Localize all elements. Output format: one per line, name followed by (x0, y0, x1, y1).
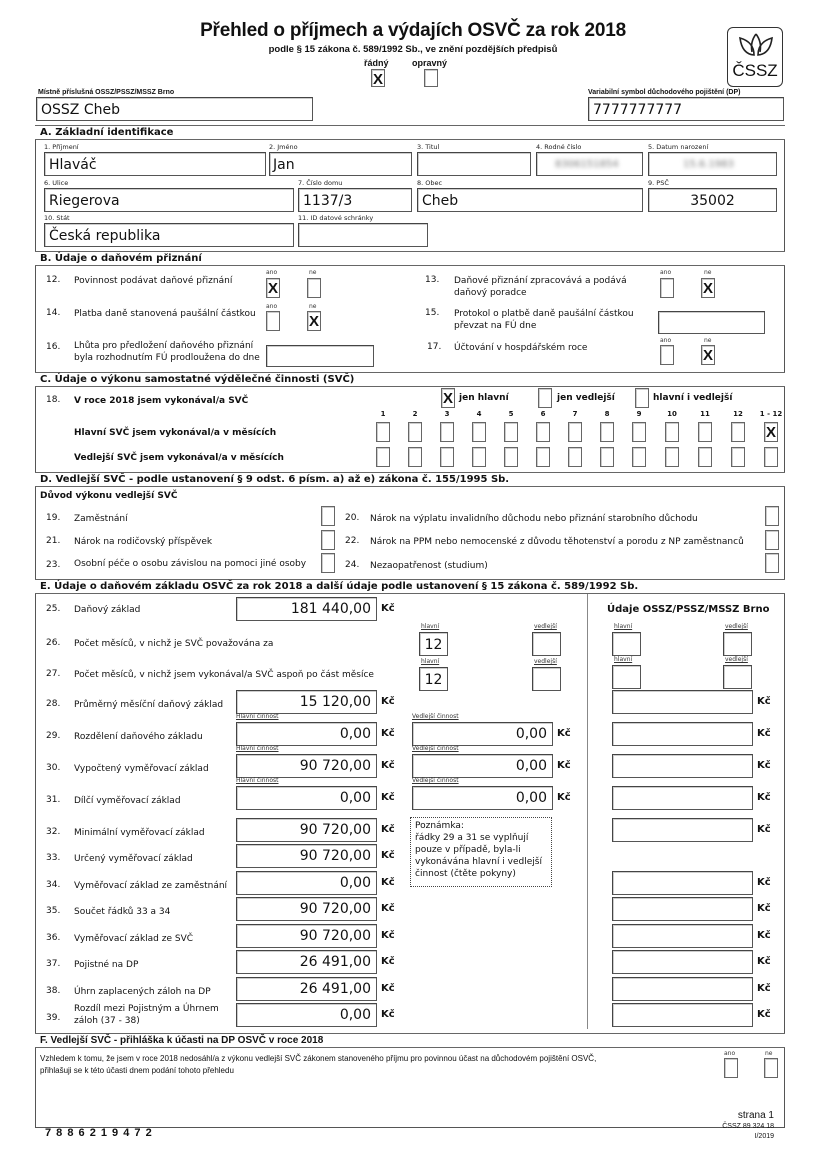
row-26-text: Počet měsíců, v nichž je SVČ považována za (74, 639, 274, 649)
column-label: vedlejší (534, 623, 557, 630)
row-13-num: 13. (425, 275, 440, 285)
row-27-main-field[interactable]: 12 (419, 667, 448, 691)
month-header: 6 (540, 410, 546, 418)
note-box: Poznámka: řádky 29 a 31 se vyplňují pouze v případě, byla-li vykonávána hlavní i vedlejší činnost (čtěte pokyny) (410, 817, 552, 887)
side-months-label: Vedlejší SVČ jsem vykonával/a v měsících (74, 453, 284, 463)
side-month-checkbox[interactable] (472, 447, 486, 467)
row-32-amount[interactable]: 90 720,00 (236, 818, 377, 842)
section-c-title: C. Údaje o výkonu samostatné výdělečné činnosti (SVČ) (35, 372, 785, 387)
currency-label: Kč (757, 696, 771, 707)
side-month-checkbox[interactable] (632, 447, 646, 467)
main-month-checkbox[interactable] (408, 422, 422, 442)
office-amount-field[interactable] (612, 818, 753, 842)
side-only-checkbox[interactable] (538, 388, 552, 408)
row-27-side-field[interactable] (532, 667, 561, 691)
currency-label: Kč (381, 903, 395, 914)
street-field[interactable]: Riegerova (44, 188, 294, 212)
corrective-checkbox[interactable] (424, 69, 438, 87)
currency-label: Kč (381, 877, 395, 888)
column-label: hlavní (614, 623, 633, 630)
corrective-label: opravný (412, 58, 448, 68)
row-12-no-checkbox[interactable] (307, 278, 321, 298)
office-27-side-field[interactable] (723, 665, 752, 689)
row-16-text: Lhůta pro předložení daňového přiznání byla rozhodnutím FÚ prodloužena do dne (74, 341, 260, 363)
row-33-text: Určený vyměřovací základ (74, 854, 193, 864)
row-29-side-amount[interactable]: 0,00 (412, 722, 553, 746)
main-month-checkbox[interactable] (665, 422, 679, 442)
form-title: Přehled o příjmech a výdajích OSVČ za rok 2018 (200, 20, 626, 41)
office-26-side-field[interactable] (723, 632, 752, 656)
side-month-checkbox[interactable] (376, 447, 390, 467)
row-20-checkbox[interactable] (765, 506, 779, 526)
office-column-divider (587, 594, 588, 1029)
row-30-main-amount[interactable]: 90 720,00 (236, 754, 377, 778)
row-32-text: Minimální vyměřovací základ (74, 828, 205, 838)
activity-label: Hlavní činnost (236, 777, 279, 784)
column-label: vedlejší (534, 658, 557, 665)
row-21-num: 21. (46, 536, 61, 546)
row-26-main-field[interactable]: 12 (419, 632, 448, 656)
row-22-checkbox[interactable] (765, 530, 779, 550)
row-37-amount[interactable]: 26 491,00 (236, 950, 377, 974)
row-30-side-amount[interactable]: 0,00 (412, 754, 553, 778)
office-amount-field[interactable] (612, 871, 753, 895)
row-29-num: 29. (46, 731, 61, 741)
section-e-title: E. Údaje o daňovém základu OSVČ za rok 2018 a další údaje podle ustanovení § 15 zákona č. 589/1992 Sb. (35, 579, 785, 594)
section-f-no-checkbox[interactable] (764, 1058, 778, 1078)
row-27-text: Počet měsíců, v nichž jsem vykonával/a SVČ aspoň po část měsíce (74, 670, 374, 680)
row-33-amount[interactable]: 90 720,00 (236, 844, 377, 868)
column-label: hlavní (614, 656, 633, 663)
row-26-num: 26. (46, 638, 61, 648)
row-24-checkbox[interactable] (765, 553, 779, 573)
row-30-num: 30. (46, 763, 61, 773)
birthno-label: 4. Rodné číslo (536, 143, 582, 151)
currency-label: Kč (557, 728, 571, 739)
main-month-checkbox[interactable] (440, 422, 454, 442)
row-34-text: Vyměřovací základ ze zaměstnání (74, 881, 228, 891)
side-month-checkbox[interactable] (698, 447, 712, 467)
row-39-num: 39. (46, 1013, 61, 1023)
currency-label: Kč (381, 983, 395, 994)
currency-label: Kč (381, 728, 395, 739)
row-25-amount[interactable]: 181 440,00 (236, 597, 377, 621)
yes-label: ano (724, 1050, 736, 1057)
activity-label: Hlavní činnost (236, 745, 279, 752)
title-field[interactable] (417, 152, 531, 176)
activity-label: Vedlejší činnost (412, 713, 459, 720)
row-28-num: 28. (46, 699, 61, 709)
row-33-num: 33. (46, 853, 61, 863)
currency-label: Kč (757, 956, 771, 967)
row-35-amount[interactable]: 90 720,00 (236, 897, 377, 921)
section-b-title: B. Údaje o daňovém přiznání (35, 251, 785, 266)
row-25-num: 25. (46, 604, 61, 614)
side-month-checkbox[interactable] (536, 447, 550, 467)
row-37-num: 37. (46, 959, 61, 969)
zip-field[interactable]: 35002 (648, 188, 777, 212)
side-month-checkbox[interactable] (568, 447, 582, 467)
month-header: 12 (733, 410, 743, 418)
row-34-amount[interactable]: 0,00 (236, 871, 377, 895)
row-18-num: 18. (46, 395, 61, 405)
main-month-checkbox[interactable] (632, 422, 646, 442)
currency-label: Kč (757, 983, 771, 994)
office-amount-field[interactable] (612, 722, 753, 746)
month-header: 8 (604, 410, 610, 418)
houseno-field[interactable]: 1137/3 (298, 188, 412, 212)
page-number: strana 1 (737, 1110, 774, 1121)
logo-text: ČSSZ (732, 61, 778, 80)
side-month-checkbox[interactable] (764, 447, 778, 467)
office-27-main-field[interactable] (612, 665, 641, 689)
side-month-checkbox[interactable] (600, 447, 614, 467)
birthdate-label: 5. Datum narození (648, 143, 709, 151)
row-27-num: 27. (46, 669, 61, 679)
row-14-num: 14. (46, 308, 61, 318)
yes-label: ano (266, 303, 278, 310)
yes-label: ano (660, 269, 672, 276)
main-month-checkbox[interactable] (600, 422, 614, 442)
title-label: 3. Titul (417, 143, 440, 151)
row-35-text: Součet řádků 33 a 34 (74, 907, 171, 917)
row-29-main-amount[interactable]: 0,00 (236, 722, 377, 746)
office-amount-field[interactable] (612, 754, 753, 778)
row-36-amount[interactable]: 90 720,00 (236, 924, 377, 948)
row-37-text: Pojistné na DP (74, 960, 139, 970)
row-19-checkbox[interactable] (321, 506, 335, 526)
row-28-amount[interactable]: 15 120,00 (236, 690, 377, 714)
varsym-field[interactable]: 7777777777 (588, 97, 784, 121)
row-39-amount[interactable]: 0,00 (236, 1003, 377, 1027)
section-f-text: Vzhledem k tomu, že jsem v roce 2018 nedosáhl/a z výkonu vedlejší SVČ zákonem stanoveného příjmu pro povinnou účast na důchodovém pojištění OSVČ, přihlašuji se k této účasti dnem podání tohoto přehledu (40, 1054, 597, 1075)
birthno-field[interactable]: 8306151854 (536, 152, 643, 176)
row-17-yes-checkbox[interactable] (660, 345, 674, 365)
currency-label: Kč (381, 792, 395, 803)
row-29-text: Rozdělení daňového základu (74, 732, 203, 742)
row-31-num: 31. (46, 795, 61, 805)
form-version: I/2019 (754, 1133, 774, 1140)
row-35-num: 35. (46, 906, 61, 916)
regular-label: řádný (364, 58, 389, 68)
currency-label: Kč (757, 1009, 771, 1020)
row-31-main-amount[interactable]: 0,00 (236, 786, 377, 810)
main-only-checkbox[interactable]: X (442, 390, 453, 407)
barcode-number: 7 8 8 6 2 1 9 4 7 2 (45, 1127, 153, 1139)
no-label: ne (309, 269, 317, 276)
office-column-title: Údaje OSSZ/PSSZ/MSSZ Brno (607, 604, 770, 615)
activity-label: Vedlejší činnost (412, 745, 459, 752)
currency-label: Kč (381, 850, 395, 861)
currency-label: Kč (757, 728, 771, 739)
both-checkbox[interactable] (635, 388, 649, 408)
row-19-num: 19. (46, 513, 61, 523)
main-month-checkbox[interactable] (376, 422, 390, 442)
form-code: ČSSZ 89 324 18 (722, 1123, 774, 1130)
currency-label: Kč (381, 824, 395, 835)
currency-label: Kč (381, 696, 395, 707)
currency-label: Kč (381, 956, 395, 967)
row-24-text: Nezaopatřenost (studium) (370, 561, 488, 571)
currency-label: Kč (381, 603, 395, 614)
name-field[interactable]: Jan (269, 152, 412, 176)
no-label: ne (704, 269, 712, 276)
street-label: 6. Ulice (44, 179, 69, 187)
row-39-text: Rozdíl mezi Pojistným a Úhrnem záloh (37 - 38) (74, 1004, 219, 1026)
main-month-checkbox[interactable] (536, 422, 550, 442)
yes-label: ano (266, 269, 278, 276)
row-13-text: Daňové přiznání zpracovává a podává daňový poradce (454, 276, 627, 298)
no-label: ne (704, 337, 712, 344)
office-field[interactable]: OSSZ Cheb (36, 97, 313, 121)
section-a-title: A. Základní identifikace (35, 125, 785, 140)
section-d-subtitle: Důvod výkonu vedlejší SVČ (40, 491, 178, 501)
currency-label: Kč (757, 930, 771, 941)
row-25-text: Daňový základ (74, 605, 141, 615)
row-23-num: 23. (46, 560, 61, 570)
main-only-label: jen hlavní (459, 393, 509, 403)
cssz-logo (727, 27, 783, 87)
month-header: 9 (636, 410, 642, 418)
surname-label: 1. Příjmení (44, 143, 79, 151)
no-label: ne (765, 1050, 773, 1057)
row-38-num: 38. (46, 986, 61, 996)
row-36-text: Vyměřovací základ ze SVČ (74, 934, 194, 944)
form-subtitle: podle § 15 zákona č. 589/1992 Sb., ve znění pozdějších předpisů (268, 44, 558, 55)
city-label: 8. Obec (417, 179, 443, 187)
houseno-label: 7. Číslo domu (298, 179, 343, 187)
city-field[interactable]: Cheb (417, 188, 643, 212)
row-21-text: Nárok na rodičovský příspěvek (74, 537, 213, 547)
month-header: 10 (667, 410, 677, 418)
databox-field[interactable] (298, 223, 428, 247)
currency-label: Kč (757, 760, 771, 771)
no-label: ne (309, 303, 317, 310)
row-16-num: 16. (46, 342, 61, 352)
main-month-checkbox[interactable] (504, 422, 518, 442)
month-header: 1 (380, 410, 386, 418)
row-14-text: Platba daně stanovená paušální částkou (74, 309, 256, 319)
birthdate-field[interactable]: 15.6.1983 (648, 152, 777, 176)
currency-label: Kč (757, 792, 771, 803)
tulip-icon (728, 28, 784, 62)
office-26-main-field[interactable] (612, 632, 641, 656)
office-amount-field[interactable] (612, 977, 753, 1001)
month-header: 7 (572, 410, 578, 418)
month-header: 5 (508, 410, 514, 418)
activity-label: Hlavní činnost (236, 713, 279, 720)
office-amount-field[interactable] (612, 924, 753, 948)
section-f-title: F. Vedlejší SVČ - přihláška k účasti na DP OSVČ v roce 2018 (35, 1033, 785, 1048)
name-label: 2. Jméno (269, 143, 298, 151)
currency-label: Kč (381, 760, 395, 771)
office-amount-field[interactable] (612, 897, 753, 921)
column-label: vedlejší (725, 623, 748, 630)
country-label: 10. Stát (44, 214, 70, 222)
month-header: 3 (444, 410, 450, 418)
side-month-checkbox[interactable] (408, 447, 422, 467)
varsym-label: Variabilní symbol důchodového pojištění (DP) (588, 89, 741, 96)
office-amount-field[interactable] (612, 1003, 753, 1027)
row-17-num: 17. (427, 342, 442, 352)
side-month-checkbox[interactable] (731, 447, 745, 467)
main-month-checkbox[interactable] (472, 422, 486, 442)
row-18-text: V roce 2018 jsem vykonával/a SVČ (74, 396, 249, 406)
main-months-label: Hlavní SVČ jsem vykonával/a v měsících (74, 428, 277, 438)
row-13-yes-checkbox[interactable] (660, 278, 674, 298)
office-label: Místně příslušná OSSZ/PSSZ/MSSZ Brno (38, 89, 175, 96)
main-month-checkbox[interactable] (698, 422, 712, 442)
side-month-checkbox[interactable] (504, 447, 518, 467)
surname-field[interactable]: Hlaváč (44, 152, 266, 176)
currency-label: Kč (381, 1009, 395, 1020)
side-month-checkbox[interactable] (440, 447, 454, 467)
row-12-yes-checkbox[interactable]: X (267, 280, 278, 297)
row-22-num: 22. (345, 536, 360, 546)
main-month-checkbox[interactable] (731, 422, 745, 442)
month-header: 2 (412, 410, 418, 418)
currency-label: Kč (381, 930, 395, 941)
row-31-side-amount[interactable]: 0,00 (412, 786, 553, 810)
row-14-no-checkbox[interactable]: X (308, 313, 319, 330)
row-31-text: Dílčí vyměřovací základ (74, 796, 181, 806)
row-15-num: 15. (425, 308, 440, 318)
currency-label: Kč (757, 903, 771, 914)
row-16-date-field[interactable] (266, 345, 374, 367)
main-month-checkbox[interactable]: X (765, 424, 776, 441)
row-28-text: Průměrný měsíční daňový základ (74, 700, 224, 710)
activity-label: Vedlejší činnost (412, 777, 459, 784)
country-field[interactable]: Česká republika (44, 223, 294, 247)
section-f-yes-checkbox[interactable] (724, 1058, 738, 1078)
row-36-num: 36. (46, 933, 61, 943)
currency-label: Kč (557, 792, 571, 803)
section-d-title: D. Vedlejší SVČ - podle ustanovení § 9 odst. 6 písm. a) až e) zákona č. 155/1995 Sb. (35, 472, 785, 487)
row-20-text: Nárok na výplatu invalidního důchodu nebo přiznání starobního důchodu (370, 514, 698, 524)
row-38-text: Úhrn zaplacených záloh na DP (74, 987, 211, 997)
month-header: 1 - 12 (759, 410, 783, 418)
row-20-num: 20. (345, 513, 360, 523)
zip-label: 9. PSČ (648, 179, 669, 187)
column-label: vedlejší (725, 656, 748, 663)
currency-label: Kč (757, 877, 771, 888)
row-24-num: 24. (345, 560, 360, 570)
yes-label: ano (660, 337, 672, 344)
row-19-text: Zaměstnání (74, 514, 128, 524)
row-12-text: Povinnost podávat daňové přiznání (74, 276, 233, 286)
row-32-num: 32. (46, 827, 61, 837)
row-17-no-checkbox[interactable]: X (702, 347, 713, 364)
column-label: hlavní (421, 623, 440, 630)
databox-label: 11. ID datové schránky (298, 214, 374, 222)
row-15-text: Protokol o platbě daně paušální částkou převzat na FÚ dne (454, 309, 634, 331)
currency-label: Kč (557, 760, 571, 771)
row-38-amount[interactable]: 26 491,00 (236, 977, 377, 1001)
row-22-text: Nárok na PPM nebo nemocenské z důvodu těhotenství a porodu z NP zaměstnanců (370, 537, 744, 547)
office-amount-field[interactable] (612, 950, 753, 974)
both-label: hlavní i vedlejší (653, 393, 733, 403)
column-label: hlavní (421, 658, 440, 665)
row-12-num: 12. (46, 275, 61, 285)
side-only-label: jen vedlejší (557, 393, 615, 403)
office-amount-field[interactable] (612, 690, 753, 714)
office-amount-field[interactable] (612, 786, 753, 810)
row-26-side-field[interactable] (532, 632, 561, 656)
row-17-text: Účtování v hospdářském roce (454, 343, 588, 353)
row-15-date-field[interactable] (658, 311, 765, 334)
currency-label: Kč (757, 824, 771, 835)
row-14-yes-checkbox[interactable] (266, 311, 280, 331)
row-13-no-checkbox[interactable]: X (702, 280, 713, 297)
row-23-text: Osobní péče o osobu závislou na pomoci jiné osoby (74, 559, 307, 569)
row-21-checkbox[interactable] (321, 530, 335, 550)
month-header: 11 (700, 410, 710, 418)
main-month-checkbox[interactable] (568, 422, 582, 442)
month-header: 4 (476, 410, 482, 418)
row-34-num: 34. (46, 880, 61, 890)
row-23-checkbox[interactable] (321, 553, 335, 573)
row-30-text: Vypočtený vyměřovací základ (74, 764, 209, 774)
regular-checkbox[interactable]: X (372, 71, 383, 88)
side-month-checkbox[interactable] (665, 447, 679, 467)
